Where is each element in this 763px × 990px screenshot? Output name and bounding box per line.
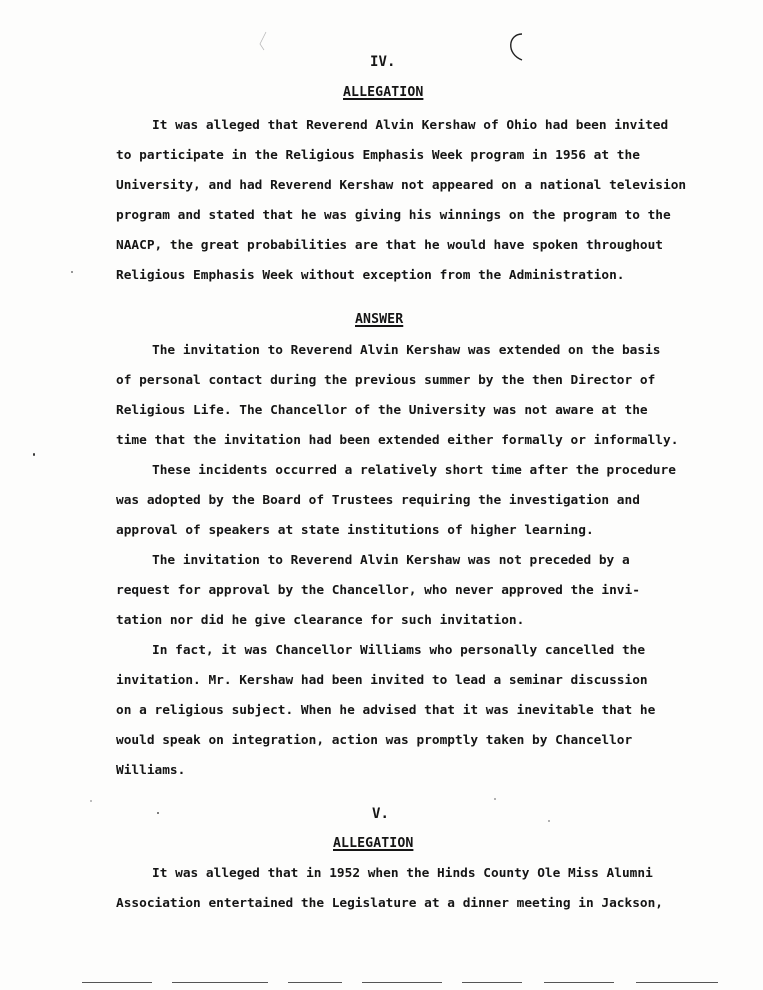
scan-speck [90,800,92,802]
text-line: was adopted by the Board of Trustees requiring the investigation and [116,493,640,508]
scan-edge-line [172,982,268,983]
text-line: Religious Life. The Chancellor of the University was not aware at the [116,403,648,418]
text-line: invitation. Mr. Kershaw had been invited to lead a seminar discussion [116,673,648,688]
text-line: request for approval by the Chancellor, who never approved the invi- [116,583,640,598]
scan-edge-line [82,982,152,983]
text-line: The invitation to Reverend Alvin Kershaw was extended on the basis [152,343,661,358]
text-line: NAACP, the great probabilities are that he would have spoken throughout [116,238,664,253]
scan-mark-curve [500,30,530,66]
answer-heading: ANSWER [355,312,404,327]
text-line: It was alleged that Reverend Alvin Kershaw of Ohio had been invited [152,118,669,133]
section-number: IV. [370,54,396,70]
section-number: V. [372,806,390,822]
text-line: These incidents occurred a relatively short time after the procedure [152,463,676,478]
text-line: of personal contact during the previous summer by the then Director of [116,373,656,388]
text-line: It was alleged that in 1952 when the Hinds County Ole Miss Alumni [152,866,653,881]
text-line: tation nor did he give clearance for such invitation. [116,613,525,628]
scan-edge-line [288,982,342,983]
scan-speck [157,812,159,814]
scan-speck [33,453,35,456]
text-line: The invitation to Reverend Alvin Kershaw was not preceded by a [152,553,630,568]
scan-mark-tick [256,30,270,54]
text-line: time that the invitation had been extended either formally or informally. [116,433,679,448]
scan-edge-line [544,982,614,983]
text-line: approval of speakers at state institutions of higher learning. [116,523,594,538]
text-line: University, and had Reverend Kershaw not appeared on a national television [116,178,687,193]
scan-edge-line [462,982,522,983]
scan-edge-line [362,982,442,983]
text-line: would speak on integration, action was promptly taken by Chancellor [116,733,633,748]
scan-speck [548,820,550,822]
text-line: on a religious subject. When he advised that it was inevitable that he [116,703,656,718]
text-line: Religious Emphasis Week without exception from the Administration. [116,268,625,283]
scan-edge-line [636,982,718,983]
allegation-heading: ALLEGATION [333,836,414,851]
text-line: In fact, it was Chancellor Williams who personally cancelled the [152,643,646,658]
text-line: Association entertained the Legislature at a dinner meeting in Jackson, [116,896,664,911]
scan-speck [494,798,496,800]
allegation-heading: ALLEGATION [343,85,424,100]
text-line: program and stated that he was giving his winnings on the program to the [116,208,671,223]
text-line: Williams. [116,763,186,778]
scan-speck [71,271,73,273]
text-line: to participate in the Religious Emphasis Week program in 1956 at the [116,148,640,163]
